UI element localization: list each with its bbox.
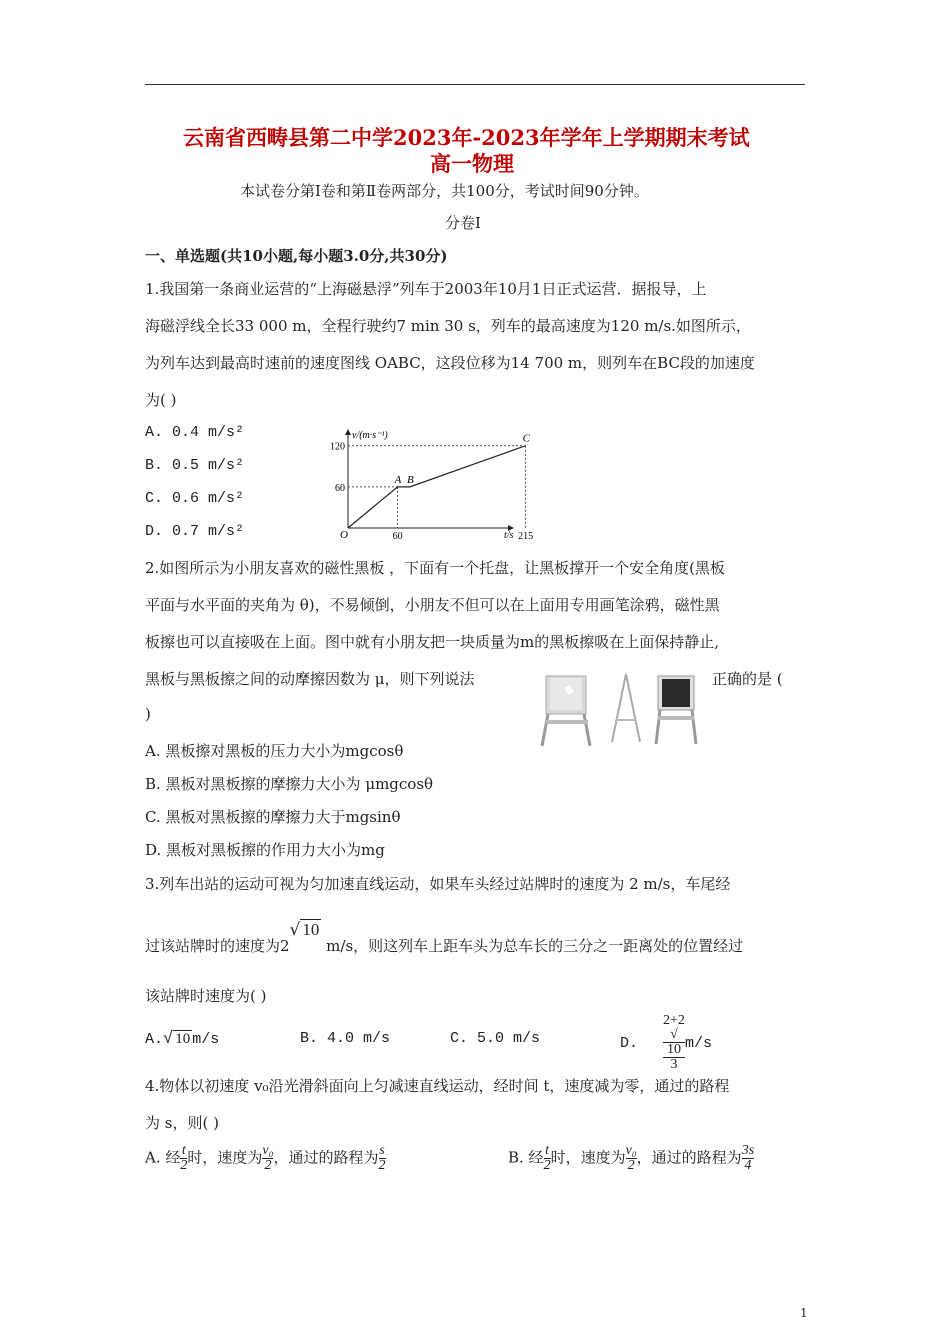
q4-option-a: A. 经 $\frac{t}{2}$ 时，速度为 $\frac{\text{v₀}}{2}$ ，通过的路程为 $\frac{s}{2}$ [145,1143,386,1173]
q3-option-c: C. 5.0 m/s [450,1030,541,1047]
q1-option-b: B. 0.5 m/s² [145,457,245,474]
section-label: 分卷Ⅰ [445,214,481,232]
point-label-A: A [394,473,402,486]
q4-line-1: 4.物体以初速度 v₀沿光滑斜面向上匀减速直线运动，经时间 t，速度减为零，通过的路程 [145,1077,730,1095]
velocity-time-graph [318,420,534,542]
x-axis-label: t/s [504,530,514,541]
q2-line-3: 板擦也可以直接吸在上面。图中就有小朋友把一块质量为m的黑板擦吸在上面保持静止, [145,633,719,651]
q2-option-c: C. 黑板对黑板擦的摩擦力大于mgsinθ [145,808,401,826]
q1-option-d: D. 0.7 m/s² [145,523,245,540]
sqrt10-radical: √ 10 [289,920,320,940]
x-tick-60: 60 [392,531,403,542]
part-heading: 一、单选题(共10小题,每小题3.0分,共30分) [145,247,448,265]
q1-option-a: A. 0.4 m/s² [145,424,245,441]
q2-line-1: 2.如图所示为小朋友喜欢的磁性黑板 ，下面有一个托盘，让黑板撑开一个安全角度(黑板 [145,559,725,577]
exam-intro: 本试卷分第Ⅰ卷和第Ⅱ卷两部分，共100分，考试时间90分钟。 [240,182,649,200]
x-tick-215: 215 [518,531,534,542]
point-label-C: C [522,432,530,445]
q1-option-c: C. 0.6 m/s² [145,490,245,507]
q3-option-a: A.√ 10 m/s [145,1030,220,1049]
easel-middle-image [612,674,640,742]
q1-line-1: 1.我国第一条商业运营的“上海磁悬浮”列车于2003年10月1日正式运营．据报导，上 [145,280,707,298]
easel-right-image [656,676,696,744]
velocity-line [348,446,526,528]
q2-line-5: ) [145,705,151,723]
q4-option-b: B. 经 $\frac{t}{2}$ 时，速度为 $\frac{\text{v₀}}{2}$ ，通过的路程为 $\frac{3s}{4}$ [508,1143,755,1173]
q1-line-2: 海磁浮线全长33 000 m，全程行驶约7 min 30 s，列车的最高速度为120 m/s.如图所示， [145,317,751,335]
q1-line-3: 为列车达到最高时速前的速度图线 OABC，这段位移为14 700 m，则列车在BC段的加速度 [145,354,755,372]
q3-line-1: 3.列车出站的运动可视为匀加速直线运动，如果车头经过站牌时的速度为 2 m/s，车尾经 [145,875,731,893]
q2-line-4-end: 正确的是 ( [712,670,783,688]
q3-line-2: 过该站牌时的速度为2√ 10 m/s，则这列车上距车头为总车长的三分之一距离处的位置经过 [145,920,744,955]
q3-option-b: B. 4.0 m/s [300,1030,391,1047]
q2-line-4: 黑板与黑板擦之间的动摩擦因数为 μ，则下列说法 [145,670,475,688]
easel-illustration [540,668,700,750]
y-tick-120: 120 [330,441,345,453]
y-axis-label: v/(m·s⁻¹) [352,430,388,441]
q1-line-4: 为( ) [145,391,177,409]
point-label-B: B [406,473,414,486]
y-tick-60: 60 [335,482,345,494]
page-number: 1 [800,1306,808,1320]
q2-option-b: B. 黑板对黑板擦的摩擦力大小为 μmgcosθ [145,775,434,793]
q4-line-2: 为 s，则( ) [145,1114,219,1132]
q2-option-d: D. 黑板对黑板擦的作用力大小为mg [145,841,385,859]
exam-subject: 高一物理 [430,151,514,176]
q3-option-d: D. 2+2 √ 10 3 m/s [620,1013,712,1072]
easel-left-image [542,676,590,746]
point-label-O: O [340,529,348,541]
q2-line-2: 平面与水平面的夹角为 θ)，不易倾倒，小朋友不但可以在上面用专用画笔涂鸦，磁性黑 [145,596,720,614]
exam-title: 云南省西畴县第二中学2023年-2023年学年上学期期末考试 [183,125,750,150]
q2-option-a: A. 黑板擦对黑板的压力大小为mgcosθ [145,742,404,760]
header-rule [145,84,805,85]
q3-line-3: 该站牌时速度为( ) [145,987,267,1005]
